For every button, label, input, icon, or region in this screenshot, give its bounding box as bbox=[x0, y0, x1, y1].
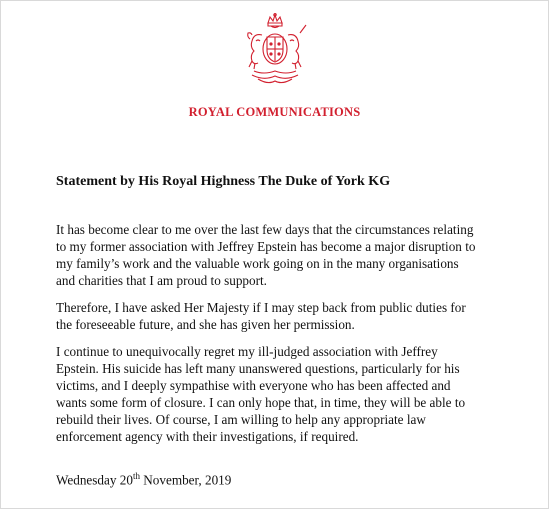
statement-paragraph-1: It has become clear to me over the last few days that the circumstances relating to my former association with Jeffrey Epstein has become a major disruption to my family’s work and the valuable work going on in the many organisations and charities that I am proud to support. bbox=[56, 222, 476, 288]
date-weekday: Wednesday bbox=[56, 472, 117, 488]
date-day: 20 bbox=[119, 472, 133, 488]
date-month-year: November, 2019 bbox=[143, 472, 232, 488]
organization-name: ROYAL COMMUNICATIONS bbox=[188, 105, 361, 119]
statement-title: Statement by His Royal Highness The Duke of York KG bbox=[56, 174, 391, 189]
statement-date bbox=[56, 471, 231, 488]
statement-paragraph-3: I continue to unequivocally regret my ill-judged association with Jeffrey Epstein. His suicide has left many unanswered questions, particularly for his victims, and I deeply sympathise with everyone who has been affected and wants some form of closure. I can only hope that, in time, they will be able to rebuild their lives. Of course, I am willing to help any appropriate law enforcement agency with their investigations, if required. bbox=[56, 344, 466, 444]
date-day-suffix: th bbox=[132, 471, 140, 481]
royal-coat-of-arms-icon bbox=[240, 13, 310, 87]
statement-paragraph-2: Therefore, I have asked Her Majesty if I may step back from public duties for the foreseeable future, and she has given her permission. bbox=[56, 300, 466, 332]
